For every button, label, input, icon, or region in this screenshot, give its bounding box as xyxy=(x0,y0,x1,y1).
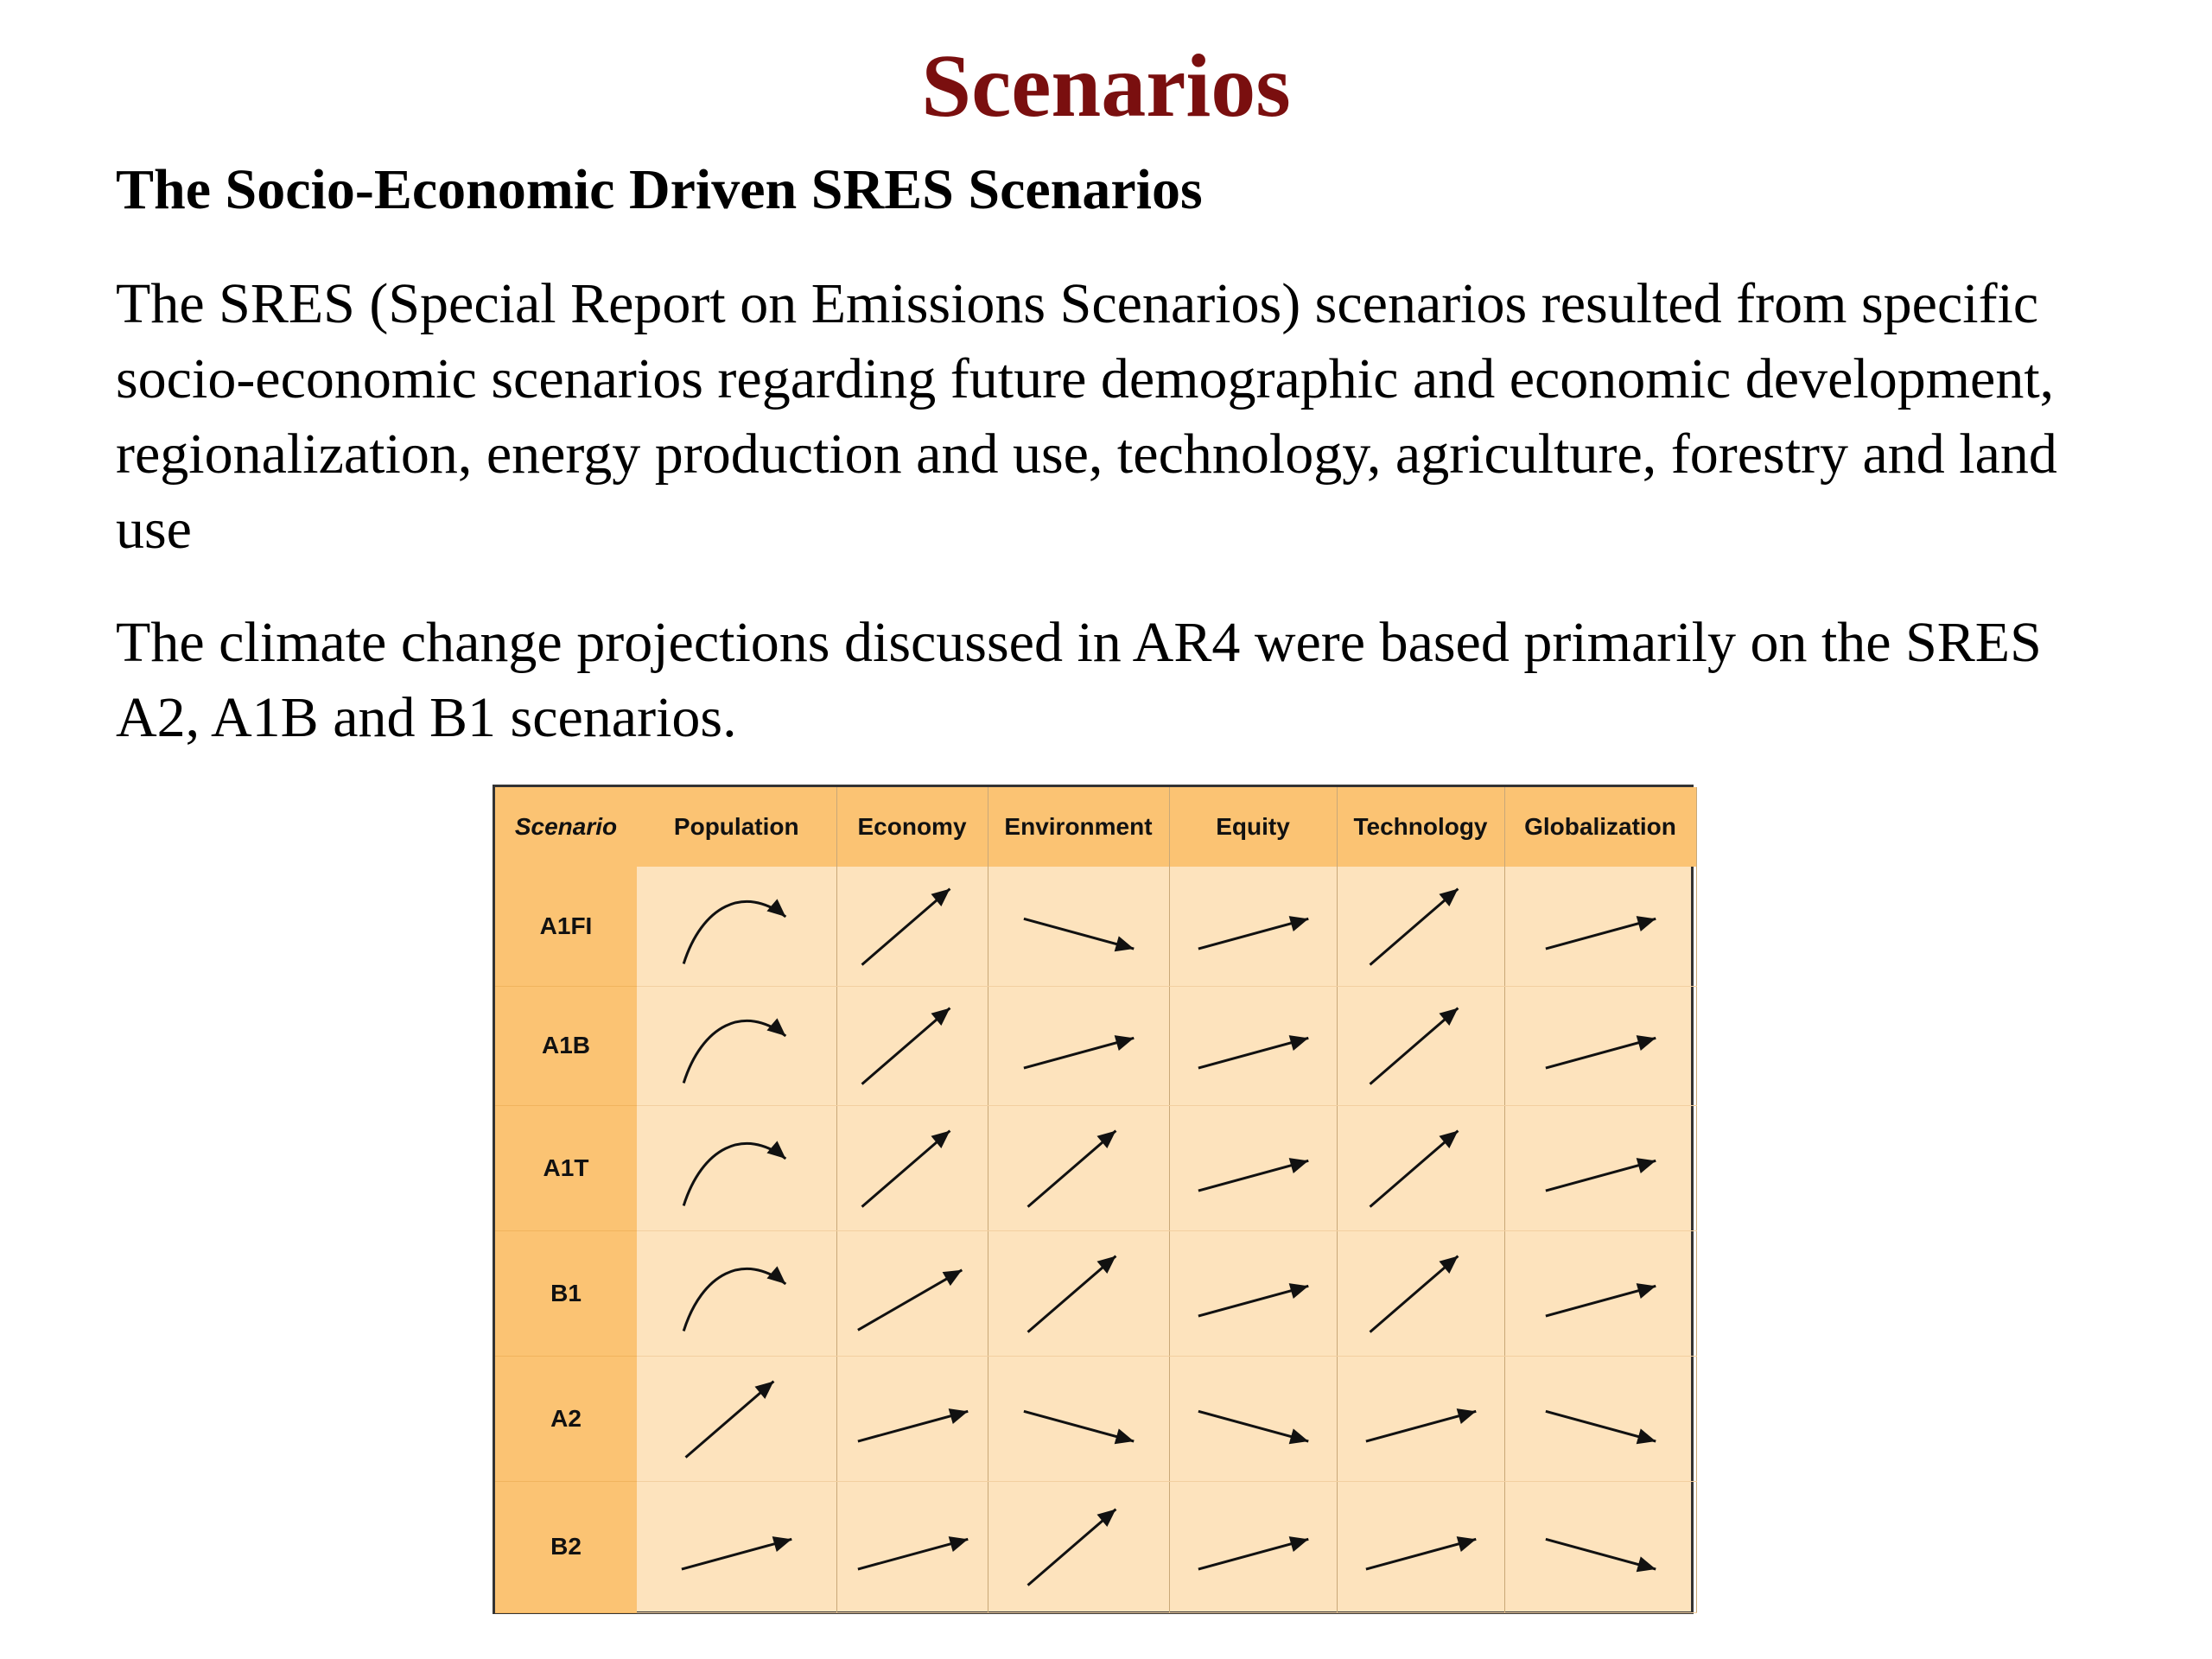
trend-cell xyxy=(637,1356,836,1481)
scenario-label: B2 xyxy=(495,1481,637,1612)
trend-cell xyxy=(637,1481,836,1612)
trend-cell xyxy=(836,1230,988,1356)
trend-cell xyxy=(1337,867,1504,986)
trend-rise-then-decline-arrow-icon xyxy=(671,1246,801,1341)
trend-steep-increase-arrow-icon xyxy=(1356,879,1485,974)
trend-moderate-increase-arrow-icon xyxy=(1188,1499,1318,1594)
trend-steep-increase-arrow-icon xyxy=(1014,1246,1143,1341)
body-paragraph-2: The climate change projections discussed in AR4 were based primarily on the SRES A2, A1B and B1 scenarios. xyxy=(116,611,2042,749)
trend-steep-increase-arrow-icon xyxy=(671,1371,801,1466)
trend-cell xyxy=(988,1481,1169,1612)
column-header-equity: Equity xyxy=(1169,787,1337,867)
trend-cell xyxy=(1169,1356,1337,1481)
table-row xyxy=(495,1230,1696,1356)
column-header-technology: Technology xyxy=(1337,787,1504,867)
trend-moderate-increase-arrow-icon xyxy=(1014,998,1143,1093)
trend-cell xyxy=(836,1105,988,1230)
trend-cell xyxy=(836,1356,988,1481)
trend-cell xyxy=(988,1105,1169,1230)
scenario-label: A1B xyxy=(495,986,637,1105)
trend-decrease-arrow-icon xyxy=(1535,1371,1665,1466)
column-header-scenario: Scenario xyxy=(495,787,637,867)
trend-steep-increase-arrow-icon xyxy=(848,998,977,1093)
table-row xyxy=(495,867,1696,986)
trend-cell xyxy=(1504,1356,1696,1481)
slide-subtitle: The Socio-Economic Driven SRES Scenarios xyxy=(116,158,1203,221)
table-row xyxy=(495,986,1696,1105)
trend-rise-then-decline-arrow-icon xyxy=(671,879,801,974)
scenario-label: A1T xyxy=(495,1105,637,1230)
trend-rise-then-decline-arrow-icon xyxy=(671,998,801,1093)
trend-cell xyxy=(1504,986,1696,1105)
trend-moderate-increase-arrow-icon xyxy=(671,1499,801,1594)
trend-cell xyxy=(1337,1230,1504,1356)
trend-cell xyxy=(1504,1481,1696,1612)
trend-cell xyxy=(637,1230,836,1356)
trend-cell xyxy=(836,986,988,1105)
trend-cell xyxy=(1337,1105,1504,1230)
trend-decrease-arrow-icon xyxy=(1014,879,1143,974)
trend-steep-increase-arrow-icon xyxy=(848,1121,977,1216)
scenario-label: A2 xyxy=(495,1356,637,1481)
trend-cell xyxy=(1169,1230,1337,1356)
trend-cell xyxy=(1337,1356,1504,1481)
column-header-environment: Environment xyxy=(988,787,1169,867)
column-header-globalization: Globalization xyxy=(1504,787,1696,867)
trend-cell xyxy=(637,986,836,1105)
scenario-label: A1FI xyxy=(495,867,637,986)
trend-moderate-increase-arrow-icon xyxy=(1535,1246,1665,1341)
trend-decrease-arrow-icon xyxy=(1535,1499,1665,1594)
trend-increase-arrow-icon xyxy=(848,1246,977,1341)
trend-cell xyxy=(1504,1230,1696,1356)
trend-cell xyxy=(637,867,836,986)
trend-cell xyxy=(1337,1481,1504,1612)
column-header-economy: Economy xyxy=(836,787,988,867)
trend-cell xyxy=(1504,1105,1696,1230)
trend-cell xyxy=(988,986,1169,1105)
trend-decrease-arrow-icon xyxy=(1014,1371,1143,1466)
trend-moderate-increase-arrow-icon xyxy=(1356,1371,1485,1466)
trend-cell xyxy=(1169,986,1337,1105)
trend-cell xyxy=(1169,867,1337,986)
trend-cell xyxy=(836,1481,988,1612)
trend-moderate-increase-arrow-icon xyxy=(848,1371,977,1466)
trend-cell xyxy=(988,1356,1169,1481)
trend-steep-increase-arrow-icon xyxy=(1014,1499,1143,1594)
table-row xyxy=(495,1105,1696,1230)
trend-steep-increase-arrow-icon xyxy=(1356,1246,1485,1341)
trend-moderate-increase-arrow-icon xyxy=(1535,879,1665,974)
table-row xyxy=(495,1481,1696,1612)
slide-title: Scenarios xyxy=(921,36,1291,136)
trend-cell xyxy=(988,867,1169,986)
trend-steep-increase-arrow-icon xyxy=(848,879,977,974)
trend-cell xyxy=(1337,986,1504,1105)
table-header-row xyxy=(495,787,1696,867)
trend-moderate-increase-arrow-icon xyxy=(848,1499,977,1594)
trend-decrease-arrow-icon xyxy=(1188,1371,1318,1466)
trend-cell xyxy=(1169,1105,1337,1230)
scenario-label: B1 xyxy=(495,1230,637,1356)
scenario-table xyxy=(493,785,1694,1614)
trend-steep-increase-arrow-icon xyxy=(1356,1121,1485,1216)
trend-moderate-increase-arrow-icon xyxy=(1356,1499,1485,1594)
table-row xyxy=(495,1356,1696,1481)
trend-cell xyxy=(1504,867,1696,986)
trend-cell xyxy=(1169,1481,1337,1612)
trend-moderate-increase-arrow-icon xyxy=(1535,998,1665,1093)
trend-rise-then-decline-arrow-icon xyxy=(671,1121,801,1216)
trend-steep-increase-arrow-icon xyxy=(1356,998,1485,1093)
trend-cell xyxy=(988,1230,1169,1356)
trend-cell xyxy=(836,867,988,986)
trend-steep-increase-arrow-icon xyxy=(1014,1121,1143,1216)
trend-moderate-increase-arrow-icon xyxy=(1188,879,1318,974)
trend-moderate-increase-arrow-icon xyxy=(1188,1121,1318,1216)
column-header-population: Population xyxy=(637,787,836,867)
trend-cell xyxy=(637,1105,836,1230)
trend-moderate-increase-arrow-icon xyxy=(1188,1246,1318,1341)
trend-moderate-increase-arrow-icon xyxy=(1188,998,1318,1093)
body-paragraph-1: The SRES (Special Report on Emissions Scenarios) scenarios resulted from specific socio-economic scenarios regarding future demographic and economic development, regionalization, energy production and use, technology, agriculture, forestry and land use xyxy=(116,272,2057,561)
trend-moderate-increase-arrow-icon xyxy=(1535,1121,1665,1216)
